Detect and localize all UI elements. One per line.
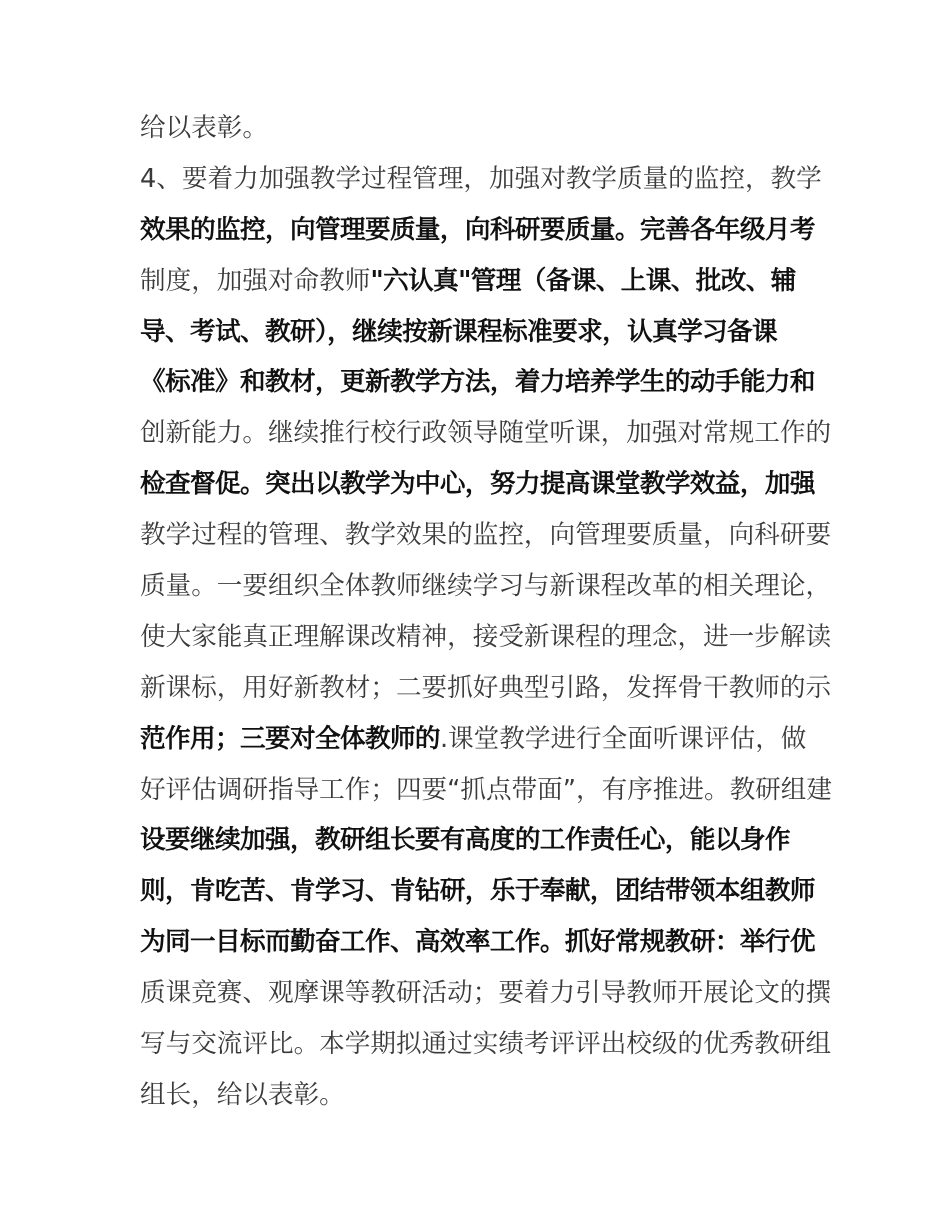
text-segment: 组长，给以表彰。 [140,1079,345,1110]
text-line [140,866,830,917]
text-segment: 教学过程的管理、教学效果的监控，向管理要质量，向科研要 [140,520,832,551]
text-segment: 制度，加强对命教师 [140,265,371,296]
text-segment: 4、要着力加强教学过程管理，加强对教学质量的监控，教学 [140,163,822,194]
text-line [140,714,830,765]
text-line [140,408,830,459]
text-line [140,357,830,408]
text-line [140,510,830,561]
text-line [140,103,830,154]
text-segment: 给以表彰。 [140,113,268,143]
text-segment: 效果的监控，向管理要质量，向科研要质量。完善各年级月考 [140,214,815,245]
text-line [140,1070,830,1121]
text-segment: 创新能力。继续推行校行政领导随堂听课，加强对常规工作的 [140,418,832,449]
text-segment: 《标准》和教材，更新教学方法，着力培养学生的动手能力和 [140,367,815,398]
text-line [140,307,830,358]
text-line [140,459,830,510]
text-segment: 则，肯吃苦、肯学习、肯钻研，乐于奉献，团结带领本组教师 [140,876,815,907]
text-line [140,256,830,307]
text-segment: 为同一目标而勤奋工作、高效率工作。抓好常规教研：举行优 [140,927,815,958]
text-line [140,663,830,714]
text-segment: 范作用；三要对全体教师的 [140,723,440,754]
text-line [140,968,830,1019]
text-segment: 检查督促。突出以教学为中心，努力提高课堂教学效益，加强 [140,469,815,500]
text-segment: 质课竞赛、观摩课等教研活动；要着力引导教师开展论文的撰 [140,978,832,1009]
text-line [140,154,830,205]
document-body [140,103,830,1121]
text-segment: 使大家能真正理解课改精神，接受新课程的理念，进一步解读 [140,621,832,652]
text-line [140,1019,830,1070]
text-segment: .课堂教学进行全面听课评估，做 [439,723,807,754]
text-line [140,612,830,663]
text-line [140,765,830,816]
text-segment: 设要继续加强，教研组长要有高度的工作责任心，能以身作 [140,825,790,856]
text-segment: 新课标，用好新教材；二要抓好典型引路，发挥骨干教师的示 [140,672,832,703]
text-segment: 写与交流评比。本学期拟通过实绩考评评出校级的优秀教研组 [140,1029,832,1060]
text-segment: 质量。一要组织全体教师继续学习与新课程改革的相关理论， [140,571,832,602]
text-line [140,205,830,256]
text-segment: "六认真"管理（备课、上课、批改、辅 [370,265,796,296]
text-line [140,917,830,968]
text-segment: 导、考试、教研），继续按新课程标准要求，认真学习备课 [140,316,778,347]
text-segment: 好评估调研指导工作；四要“抓点带面”，有序推进。教研组建 [140,774,832,805]
text-line [140,561,830,612]
text-line [140,815,830,866]
